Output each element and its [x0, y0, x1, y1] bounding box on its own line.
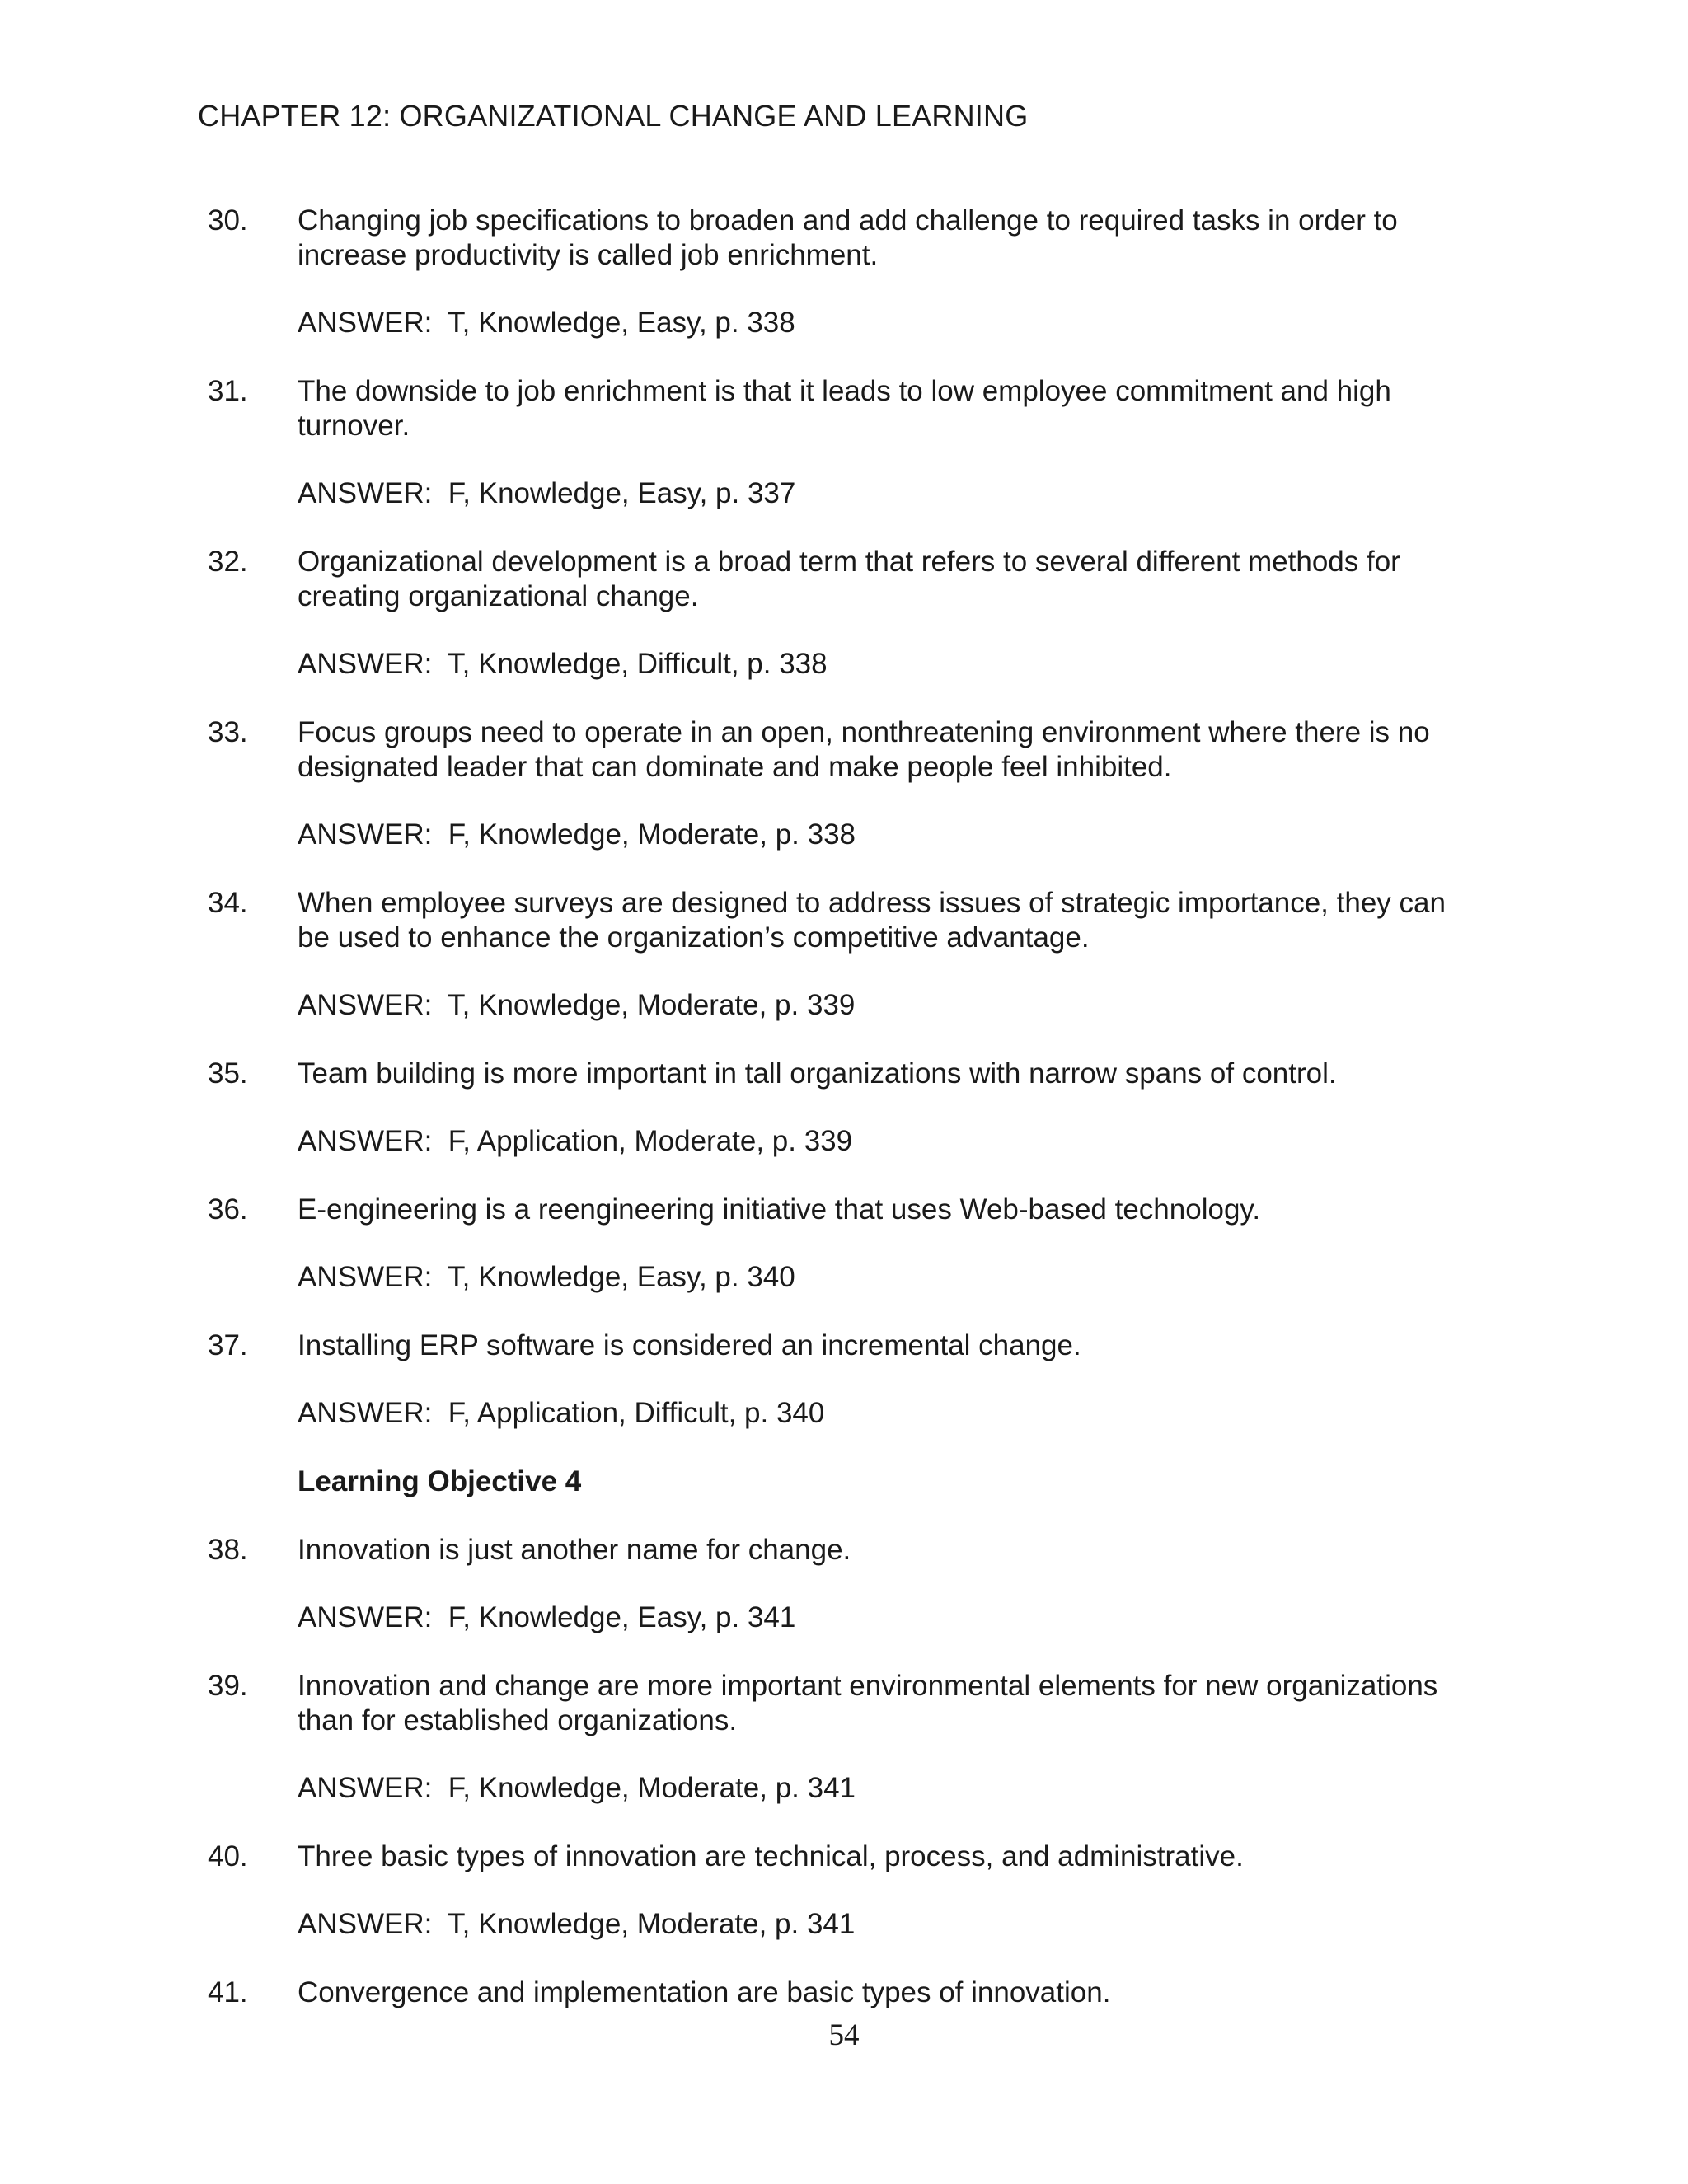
question-text: Organizational development is a broad term that refers to several different methods for creating organizational change. — [298, 546, 1400, 612]
answer-line: ANSWER: F, Application, Moderate, p. 339 — [298, 1125, 853, 1157]
question-item-40 — [198, 1840, 1484, 1942]
answer-line: ANSWER: T, Knowledge, Easy, p. 338 — [298, 307, 795, 339]
chapter-title: CHAPTER 12: ORGANIZATIONAL CHANGE AND LEARNING — [198, 99, 1029, 133]
question-text: Three basic types of innovation are technical, process, and administrative. — [298, 1840, 1244, 1872]
answer-line: ANSWER: T, Knowledge, Moderate, p. 341 — [298, 1908, 856, 1940]
answer-line: ANSWER: F, Knowledge, Easy, p. 341 — [298, 1601, 796, 1633]
question-number: 40. — [208, 1840, 248, 1872]
question-text: Focus groups need to operate in an open, nonthreatening environment where there is no designated leader that can dominate and make people feel inhibited. — [298, 716, 1430, 783]
question-number: 30. — [208, 204, 248, 237]
answer-line: ANSWER: T, Knowledge, Difficult, p. 338 — [298, 648, 828, 680]
question-item-32 — [198, 545, 1484, 682]
answer-line: ANSWER: F, Knowledge, Moderate, p. 338 — [298, 818, 856, 851]
question-item-38 — [198, 1533, 1484, 1635]
question-number: 41. — [208, 1976, 248, 2008]
question-text: Team building is more important in tall organizations with narrow spans of control. — [298, 1057, 1337, 1090]
page-number: 54 — [828, 2018, 860, 2052]
question-item-34 — [198, 886, 1484, 1023]
question-number: 37. — [208, 1329, 248, 1361]
question-text: E-engineering is a reengineering initiative that uses Web-based technology. — [298, 1193, 1261, 1226]
question-text: Innovation is just another name for change. — [298, 1534, 851, 1566]
question-item-41 — [198, 1975, 1484, 2010]
question-text: Installing ERP software is considered an incremental change. — [298, 1329, 1081, 1361]
question-number: 38. — [208, 1534, 248, 1566]
learning-objective-heading: Learning Objective 4 — [298, 1465, 582, 1497]
question-item-31 — [198, 374, 1484, 511]
question-item-39 — [198, 1669, 1484, 1806]
question-text: Convergence and implementation are basic types of innovation. — [298, 1976, 1111, 2008]
question-number: 39. — [208, 1670, 248, 1702]
question-item-35 — [198, 1057, 1484, 1159]
question-text: When employee surveys are designed to address issues of strategic importance, they can be used to enhance the organization’s competitive advantage. — [298, 887, 1446, 954]
answer-line: ANSWER: F, Knowledge, Easy, p. 337 — [298, 477, 796, 509]
question-text: The downside to job enrichment is that it leads to low employee commitment and high turnover. — [298, 375, 1391, 442]
question-item-36 — [198, 1193, 1484, 1295]
question-number: 31. — [208, 375, 248, 407]
question-item-37 — [198, 1329, 1484, 1431]
answer-line: ANSWER: T, Knowledge, Moderate, p. 339 — [298, 989, 856, 1021]
question-item-30 — [198, 204, 1484, 340]
question-text: Innovation and change are more important environmental elements for new organizations than for established organizations. — [298, 1670, 1438, 1736]
question-list — [198, 204, 1484, 2044]
answer-line: ANSWER: F, Application, Difficult, p. 340 — [298, 1397, 825, 1429]
question-item-33 — [198, 715, 1484, 852]
answer-line: ANSWER: F, Knowledge, Moderate, p. 341 — [298, 1772, 856, 1804]
question-number: 36. — [208, 1193, 248, 1226]
question-text: Changing job specifications to broaden and add challenge to required tasks in order to increase productivity is called job enrichment. — [298, 204, 1398, 271]
answer-line: ANSWER: T, Knowledge, Easy, p. 340 — [298, 1261, 795, 1293]
question-number: 34. — [208, 887, 248, 919]
question-number: 35. — [208, 1057, 248, 1090]
question-number: 32. — [208, 546, 248, 578]
question-number: 33. — [208, 716, 248, 748]
